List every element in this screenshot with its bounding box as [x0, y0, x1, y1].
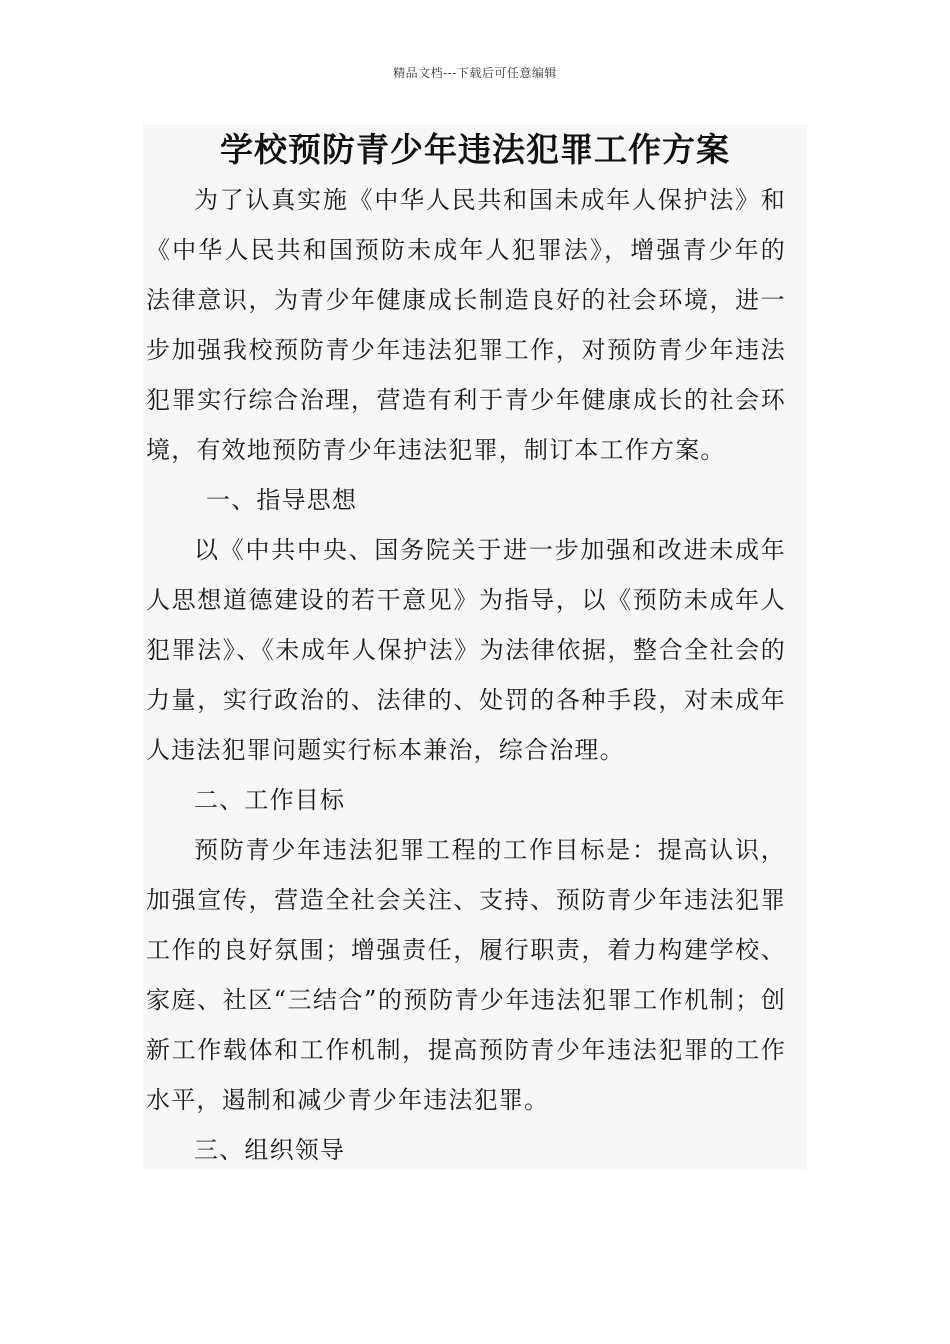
section-heading-organization: 三、组织领导 [194, 1136, 346, 1164]
section-body-work-goals: 预防青少年违法犯罪工程的工作目标是：提高认识，加强宣传，营造全社会关注、支持、预防青少年违法犯罪工作的良好氛围；增强责任，履行职责，着力构建学校、家庭、社区“三结合”的预防青少年违法犯罪工作机制；创新工作载体和工作机制，提高预防青少年违法犯罪的工作水平，遏制和减少青少年违法犯罪。 [146, 836, 786, 1114]
section-body-guiding-ideology: 以《中共中央、国务院关于进一步加强和改进未成年人思想道德建设的若干意见》为指导，以《预防未成年人犯罪法》、《未成年人保护法》为法律依据，整合全社会的力量，实行政治的、法律的、处罚的各种手段，对未成年人违法犯罪问题实行标本兼治，综合治理。 [146, 536, 786, 764]
section-heading-work-goals: 二、工作目标 [194, 786, 346, 814]
document-title: 学校预防青少年违法犯罪工作方案 [220, 130, 730, 169]
intro-paragraph: 为了认真实施《中华人民共和国未成年人保护法》和《中华人民共和国预防未成年人犯罪法》，增强青少年的法律意识，为青少年健康成长制造良好的社会环境，进一步加强我校预防青少年违法犯罪工作，对预防青少年违法犯罪实行综合治理，营造有利于青少年健康成长的社会环境，有效地预防青少年违法犯罪，制订本工作方案。 [146, 186, 786, 464]
document-body [146, 175, 786, 1175]
page-header: 精品文档---下载后可任意编辑 [393, 66, 557, 80]
section-heading-guiding-ideology: 一、指导思想 [206, 486, 358, 514]
